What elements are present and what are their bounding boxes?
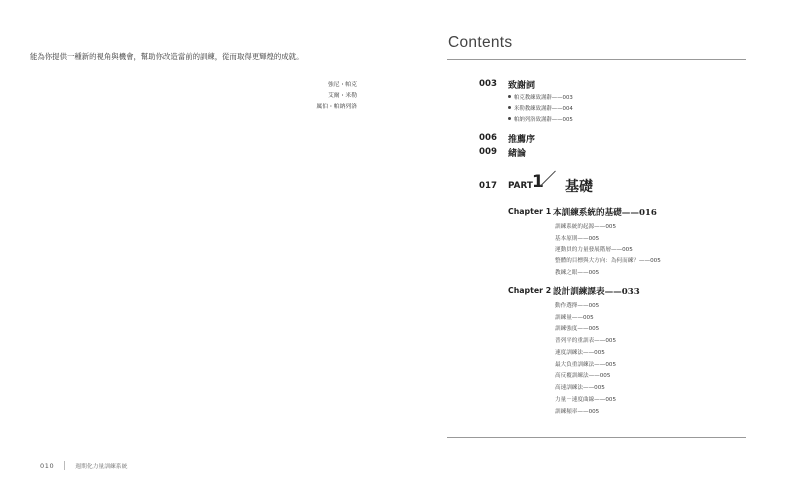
bullet-icon <box>508 117 511 120</box>
toc-item: 訓練系統的起源——005 <box>555 224 617 230</box>
author-name: 艾爾・米勒 <box>328 93 357 99</box>
toc-page-number: 006 <box>479 133 497 143</box>
toc-item: 訓練頻率——005 <box>555 409 600 415</box>
toc-section-title: 致謝詞 <box>508 81 536 91</box>
toc-item: 高速訓練法——005 <box>555 385 605 391</box>
page-number: 010 <box>40 462 55 470</box>
intro-paragraph: 能為你提供一種新的視角與機會，幫助你改造當前的訓練，從而取得更輝煌的成就。 <box>30 52 304 61</box>
footer-divider <box>64 461 65 470</box>
bottom-rule <box>447 437 746 438</box>
toc-subitem: 帕克教練致謝辭——003 <box>508 93 573 101</box>
toc-item: 運動員的力量發展階層——005 <box>555 247 633 253</box>
toc-page-number: 009 <box>479 147 497 157</box>
toc-item: 訓練強度——005 <box>555 326 600 332</box>
toc-page-number: 017 <box>479 181 497 191</box>
toc-item: 動作選擇——005 <box>555 303 600 309</box>
toc-item: 訓練量——005 <box>555 315 594 321</box>
toc-item: 高反覆訓練法——005 <box>555 373 611 379</box>
toc-item: 普列平的重訓表——005 <box>555 338 617 344</box>
part-label: PART <box>508 181 533 191</box>
toc-page-number: 003 <box>479 79 497 89</box>
top-rule <box>447 59 746 60</box>
chapter-title: 本訓練系統的基礎——016 <box>553 208 657 218</box>
toc-item: 力量－速度曲線——005 <box>555 397 617 403</box>
toc-item: 教練之眼——005 <box>555 270 600 276</box>
bullet-icon <box>508 106 511 109</box>
toc-item: 最大負重訓練法——005 <box>555 362 617 368</box>
toc-subitem: 帕納列洛致謝辭——005 <box>508 115 573 123</box>
toc-subitem: 米勒教練致謝辭——004 <box>508 104 573 112</box>
toc-item: 整體的目標與大方向：為何而練？——005 <box>555 258 661 264</box>
running-title: 週期化力量訓練系統 <box>75 464 128 470</box>
page-footer <box>40 461 127 470</box>
author-name: 強尼・帕克 <box>328 82 357 88</box>
right-page <box>395 0 790 499</box>
chapter-label: Chapter 1 <box>508 207 552 216</box>
chapter-label: Chapter 2 <box>508 286 552 295</box>
toc-section-title: 緒論 <box>508 149 527 159</box>
bullet-icon <box>508 95 511 98</box>
toc-item: 基本原則——005 <box>555 236 600 242</box>
toc-section-title: 推薦序 <box>508 135 536 145</box>
contents-heading: Contents <box>448 34 513 51</box>
toc-item: 速度訓練法——005 <box>555 350 605 356</box>
part-number: 1 <box>532 172 544 192</box>
chapter-title: 設計訓練課表——033 <box>553 287 640 297</box>
part-title: 基礎 <box>565 179 593 195</box>
author-name: 厲伯・帕納列洛 <box>316 104 357 110</box>
author-list <box>316 80 357 113</box>
